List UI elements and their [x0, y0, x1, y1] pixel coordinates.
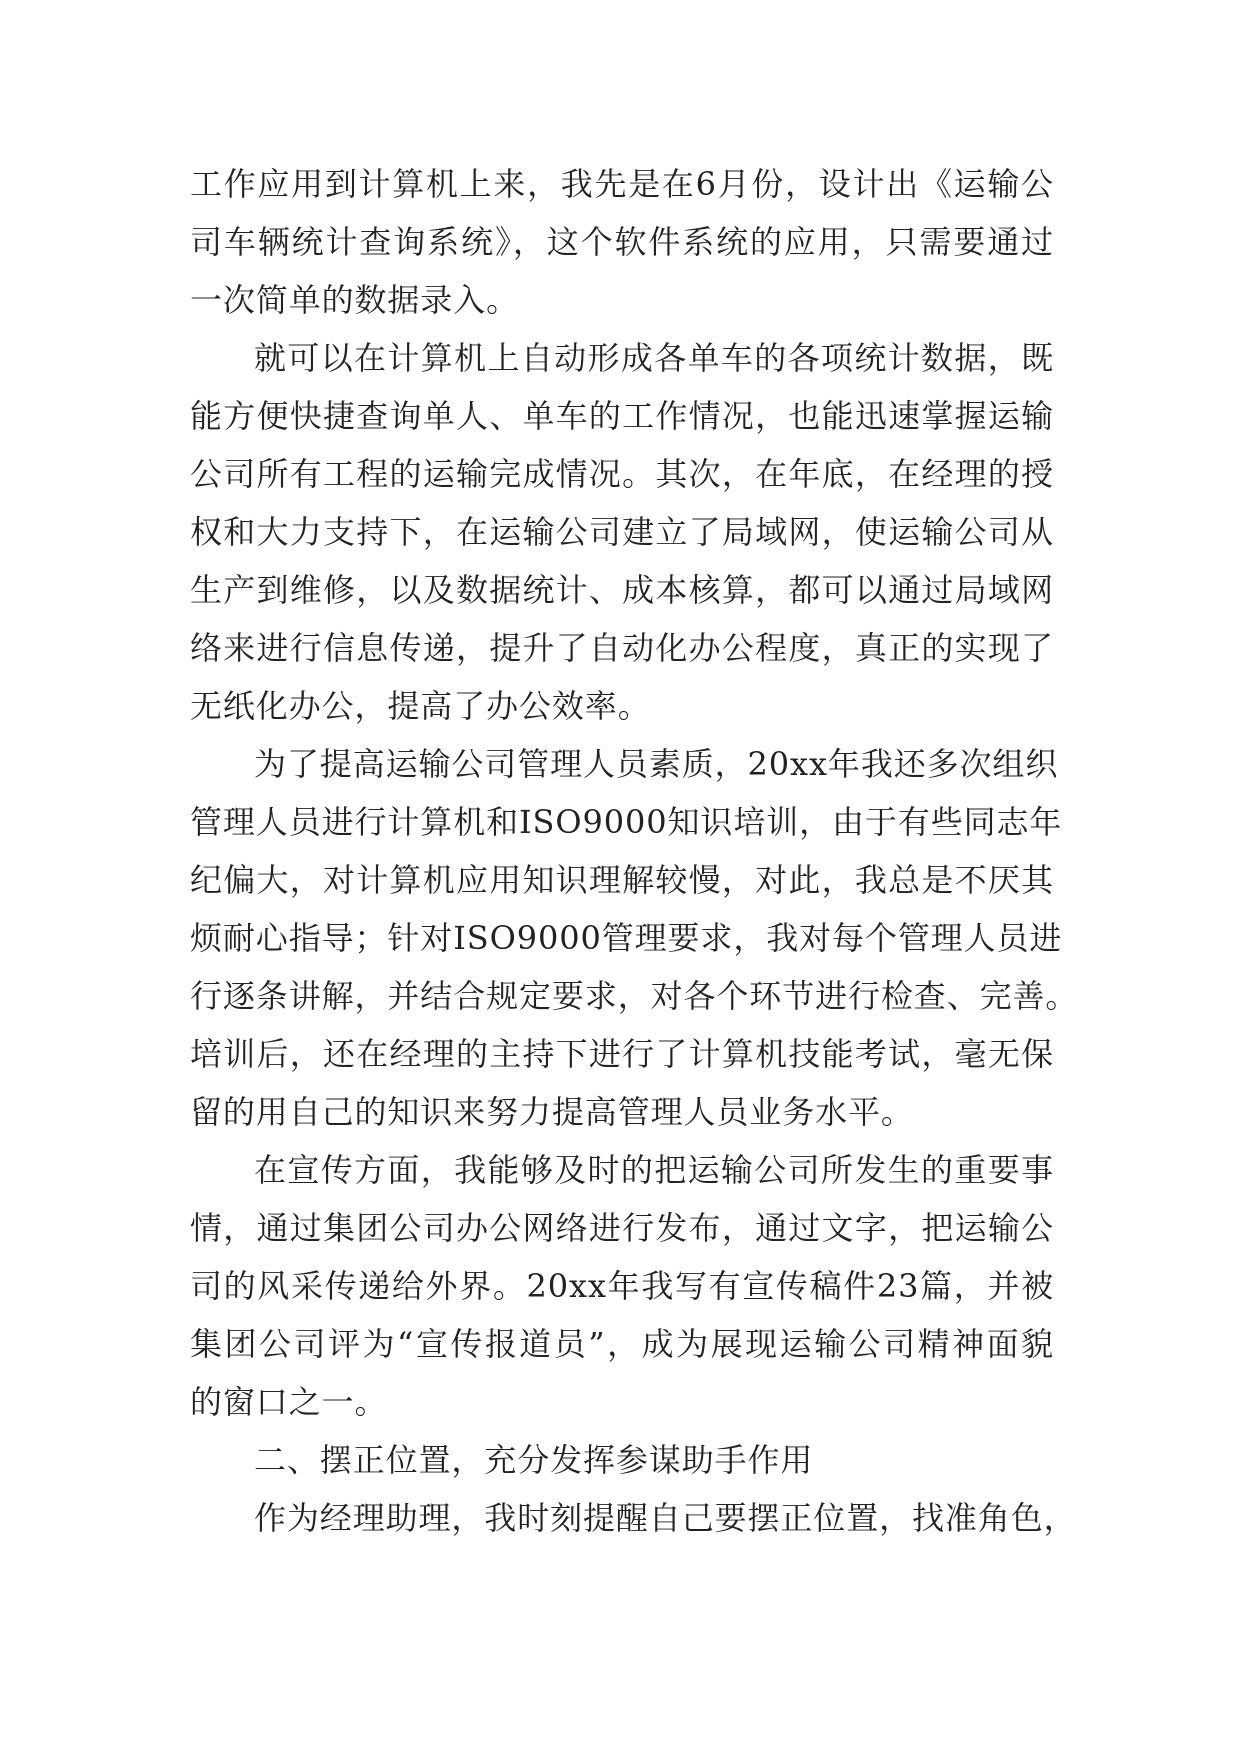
paragraph-line: 集团公司评为“宣传报道员”，成为展现运输公司精神面貌: [190, 1325, 1054, 1363]
paragraph-line: 为了提高运输公司管理人员素质，20xx年我还多次组织: [254, 745, 1059, 783]
paragraph-line: 公司所有工程的运输完成情况。其次，在年底，在经理的授: [190, 455, 1054, 493]
paragraph-line: 司车辆统计查询系统》，这个软件系统的应用，只需要通过: [190, 223, 1054, 261]
paragraph-line: 就可以在计算机上自动形成各单车的各项统计数据，既: [254, 339, 1054, 377]
paragraph-line: 司的风采传递给外界。20xx年我写有宣传稿件23篇，并被: [190, 1267, 1054, 1305]
paragraph-line: 能方便快捷查询单人、单车的工作情况，也能迅速掌握运输: [190, 397, 1054, 435]
paragraph-line: 作为经理助理，我时刻提醒自己要摆正位置，找准角色，: [254, 1499, 1077, 1537]
paragraph-line: 情，通过集团公司办公网络进行发布，通过文字，把运输公: [190, 1209, 1054, 1247]
paragraph-line: 培训后，还在经理的主持下进行了计算机技能考试，毫无保: [190, 1035, 1054, 1073]
paragraph-line: 一次简单的数据录入。: [190, 281, 520, 319]
section-heading: 二、摆正位置，充分发挥参谋助手作用: [254, 1441, 814, 1479]
document-body: [190, 155, 1079, 1547]
paragraph-line: 管理人员进行计算机和ISO9000知识培训，由于有些同志年: [190, 803, 1063, 841]
paragraph-line: 络来进行信息传递，提升了自动化办公程度，真正的实现了: [190, 629, 1054, 667]
paragraph-line: 纪偏大，对计算机应用知识理解较慢，对此，我总是不厌其: [190, 861, 1054, 899]
paragraph-line: 行逐条讲解，并结合规定要求，对各个环节进行检查、完善。: [190, 977, 1079, 1015]
paragraph-line: 留的用自己的知识来努力提高管理人员业务水平。: [190, 1093, 914, 1131]
paragraph-line: 生产到维修，以及数据统计、成本核算，都可以通过局域网: [190, 571, 1054, 609]
paragraph-line: 在宣传方面，我能够及时的把运输公司所发生的重要事: [254, 1151, 1054, 1189]
paragraph-line: 工作应用到计算机上来，我先是在6月份，设计出《运输公: [190, 165, 1054, 203]
paragraph-line: 权和大力支持下，在运输公司建立了局域网，使运输公司从: [190, 513, 1054, 551]
paragraph-line: 烦耐心指导；针对ISO9000管理要求，我对每个管理人员进: [190, 919, 1063, 957]
paragraph-line: 无纸化办公，提高了办公效率。: [190, 687, 651, 725]
paragraph-line: 的窗口之一。: [190, 1383, 388, 1421]
